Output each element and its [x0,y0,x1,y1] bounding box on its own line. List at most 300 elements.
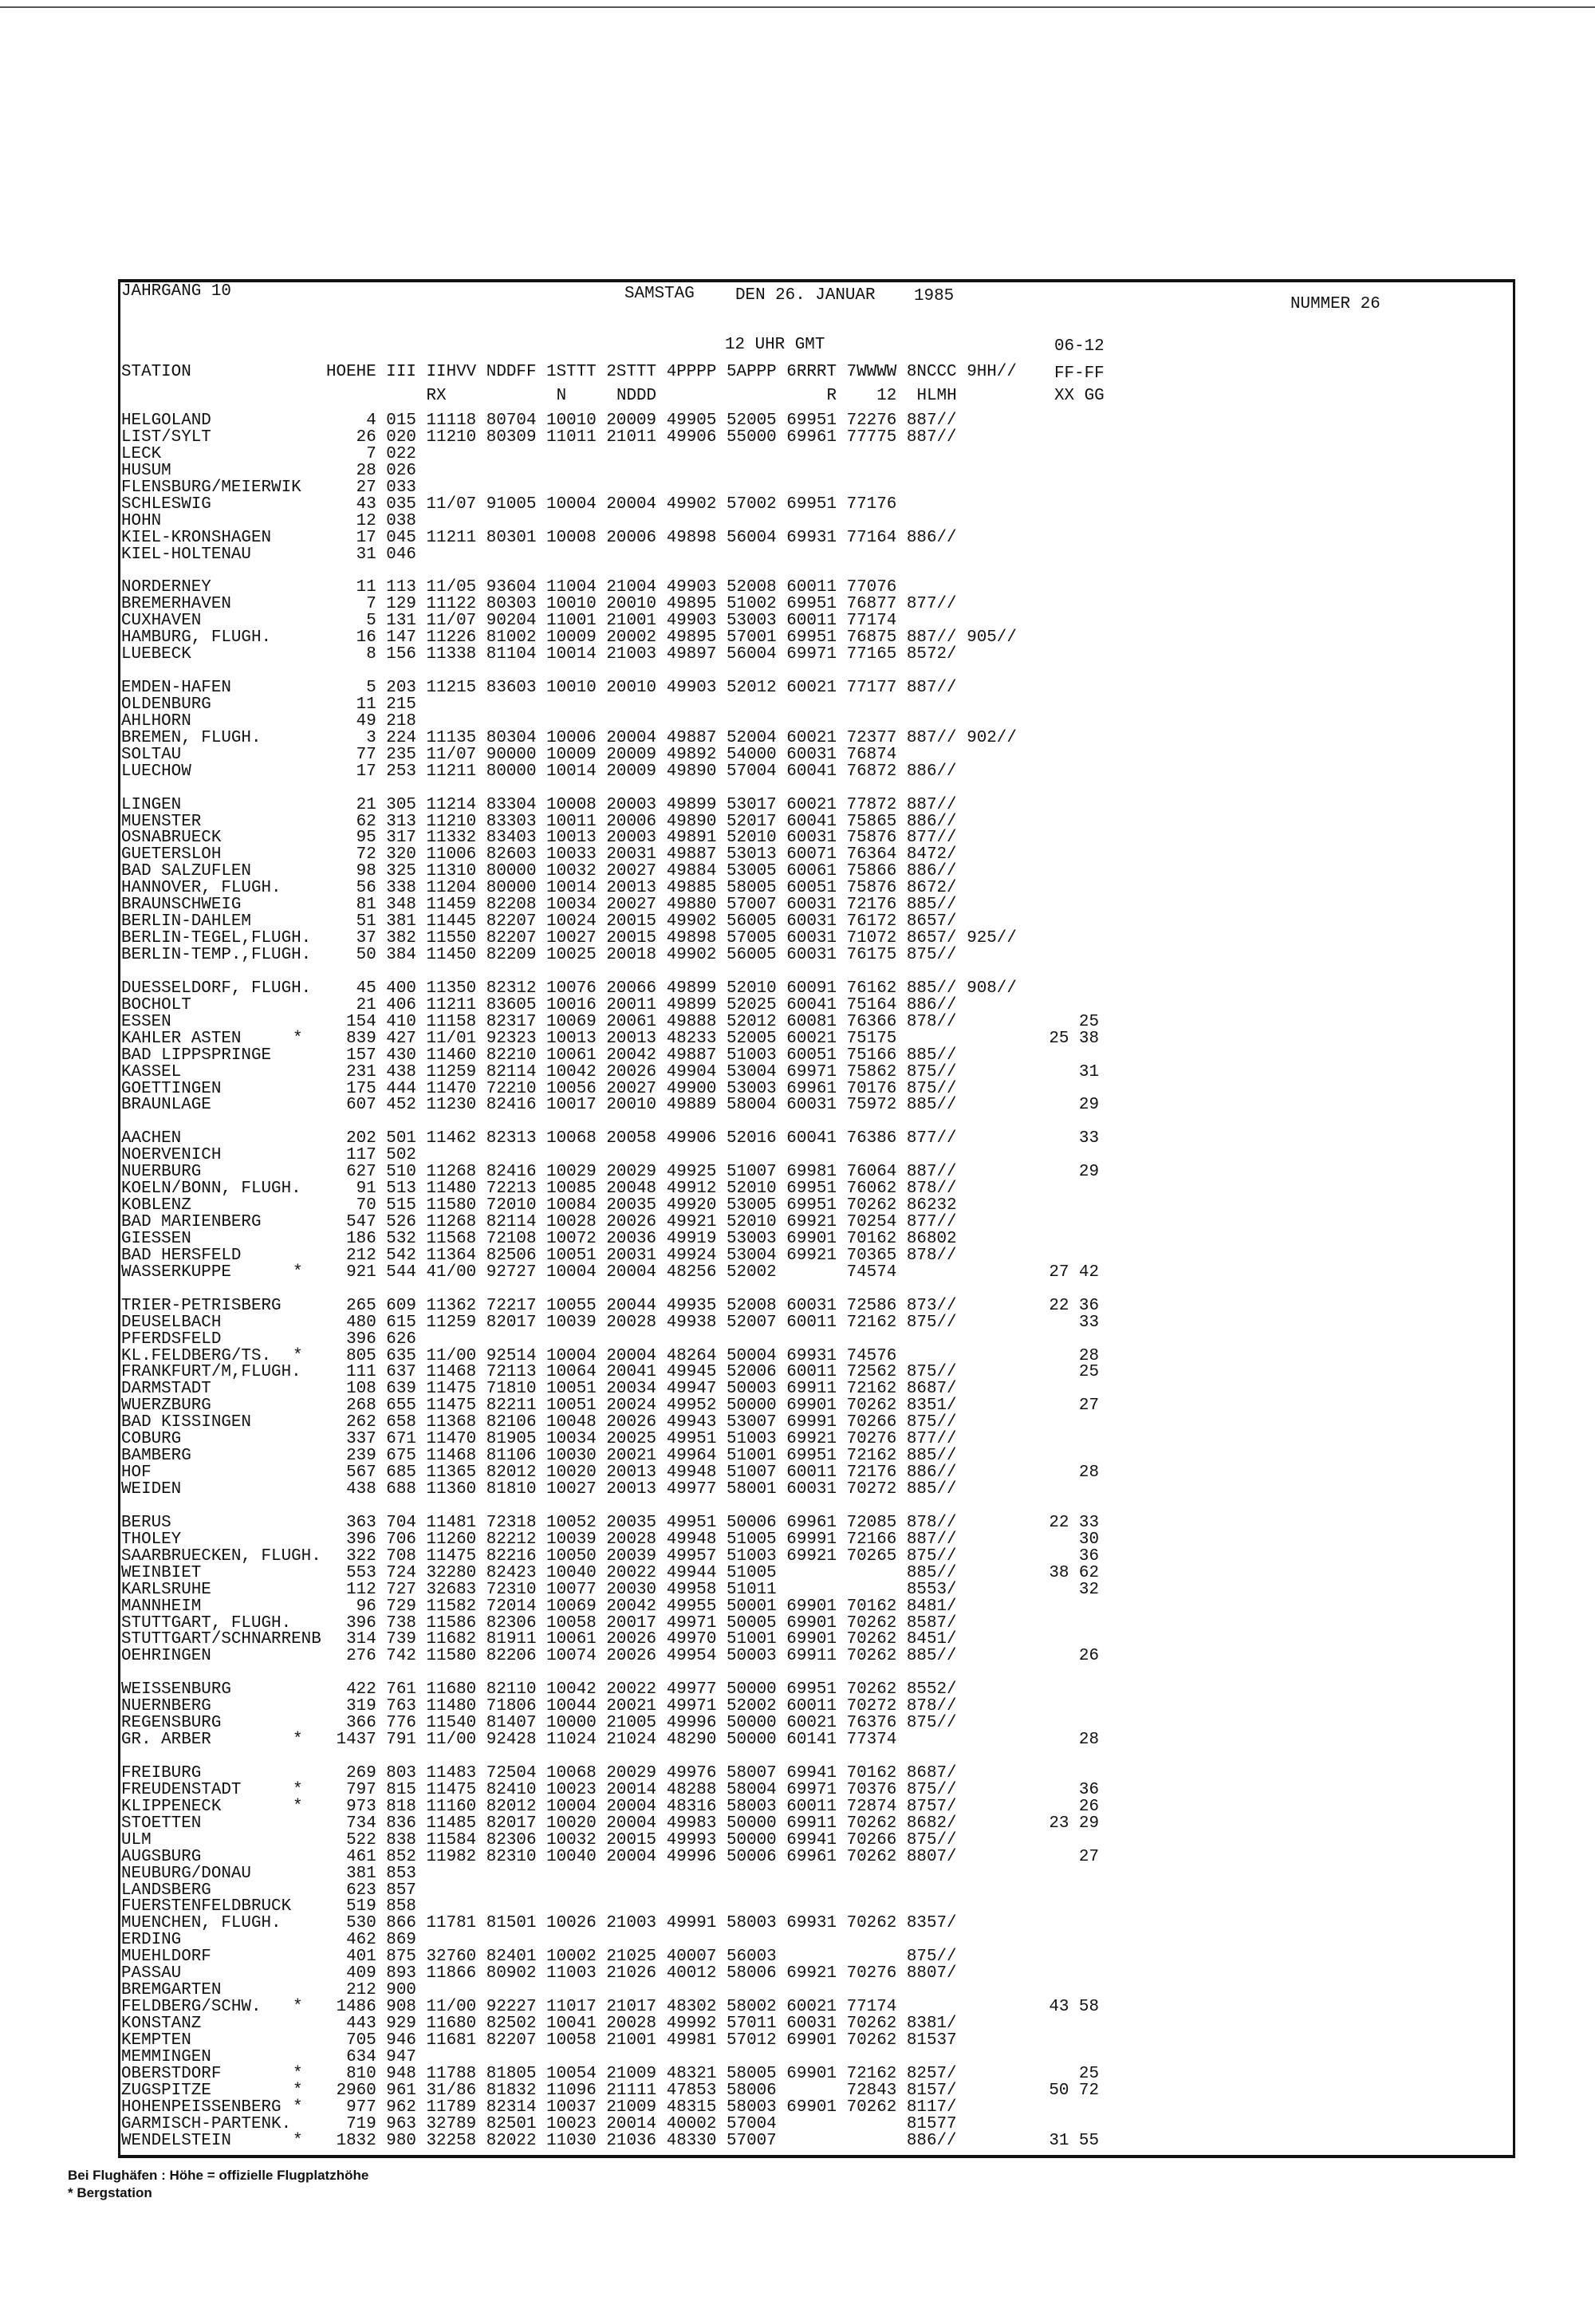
synop-group: 20006 [606,528,657,547]
synop-group: 60011 [786,1463,837,1483]
synop-group: 20004 [606,1814,657,1833]
synop-group: 69901 [786,1613,837,1633]
synop-group: 49898 [666,528,717,547]
station-number: 908 [386,1998,416,2017]
station-name: WEIDEN [121,1480,182,1499]
station-name: PFERDSFELD [121,1329,222,1349]
station-height: 607 [346,1096,376,1115]
station-height: 337 [346,1430,376,1449]
synop-group: 82317 [486,1012,537,1031]
synop-group: 10068 [546,1129,597,1148]
column-header: 2STTT [606,363,657,381]
station-name: KL.FELDBERG/TS. [121,1346,272,1365]
synop-group: 20021 [606,1447,657,1466]
synop-group: 20039 [606,1546,657,1566]
synop-group: 56003 [727,1948,777,1967]
synop-group: 11024 [546,1731,597,1750]
gust-value: 28 [1078,1346,1099,1365]
synop-group: 878// [906,1246,957,1265]
synop-group: 11259 [426,1313,477,1332]
synop-group: 48302 [666,1998,717,2017]
synop-group: 8687/ [906,1380,957,1399]
synop-group: 10032 [546,1830,597,1849]
synop-group: 50000 [727,1396,777,1416]
station-number: 671 [386,1430,416,1449]
synop-group: 8552/ [906,1680,957,1700]
station-number: 738 [386,1613,416,1633]
synop-group: 72310 [486,1580,537,1599]
station-number: 502 [386,1146,416,1165]
synop-group: 10058 [546,1613,597,1633]
scan-edge-line [0,6,1595,8]
synop-group: 10061 [546,1046,597,1065]
synop-group: 10051 [546,1396,597,1416]
station-name: STUTTGART/SCHNARRENB [121,1630,321,1649]
synop-group: 875// [906,1079,957,1098]
group-spacer [0,1282,1595,1298]
station-number: 675 [386,1447,416,1466]
synop-group: 8381/ [906,2015,957,2033]
synop-group: 92428 [486,1731,537,1750]
synop-group: 69901 [786,1597,837,1616]
station-number: 020 [386,427,416,447]
station-number: 026 [386,461,416,480]
gust-value: 27 42 [1049,1262,1099,1282]
synop-group: 49897 [666,645,717,664]
station-name: GR. ARBER [121,1731,211,1750]
synop-group: 76175 [846,946,897,964]
mountain-station-marker: * [293,2064,303,2083]
synop-group: 82603 [486,845,537,865]
table-row [0,2114,1595,2133]
table-row [0,795,1595,814]
synop-group: 11475 [426,1380,477,1399]
table-row [0,1062,1595,1081]
station-name: BREMGARTEN [121,1981,222,2000]
station-height: 117 [346,1146,376,1165]
synop-group: 11135 [426,728,477,747]
station-height: 322 [346,1546,376,1566]
station-height: 157 [346,1046,376,1065]
group-spacer [0,563,1595,580]
table-row [0,1365,1595,1381]
synop-group: 11210 [426,812,477,831]
synop-group: 60031 [786,1096,837,1115]
synop-group: 53003 [727,612,777,631]
synop-group: 49945 [666,1363,717,1382]
station-name: LUEBECK [121,645,191,664]
synop-group: 20015 [606,1830,657,1849]
table-row [0,1262,1595,1282]
synop-group: 77176 [846,494,897,514]
synop-group: 10032 [546,862,597,881]
synop-group: 58004 [727,1780,777,1799]
synop-group: 49996 [666,1847,717,1866]
synop-group: 52012 [727,679,777,697]
synop-group: 886// [906,812,957,831]
station-height: 231 [346,1062,376,1081]
station-height: 50 [356,946,376,964]
synop-group: 20009 [606,412,657,430]
synop-group: 69961 [786,1513,837,1532]
station-name: NUERBURG [121,1163,202,1182]
synop-group: 20021 [606,1697,657,1716]
station-height: 438 [346,1480,376,1499]
synop-group: 70365 [846,1246,897,1265]
synop-group: 20015 [606,929,657,948]
synop-group: 886// [906,862,957,881]
station-height: 2960 [336,2081,376,2100]
table-row [0,1181,1595,1198]
column-header: 8NCCC [906,363,957,381]
station-number: 893 [386,1964,416,1983]
synop-group: 11360 [426,1480,477,1499]
synop-group: 57005 [727,929,777,948]
station-name: HANNOVER, FLUGH. [121,879,282,898]
table-row [0,1398,1595,1415]
synop-group: 11450 [426,946,477,964]
synop-group: 20004 [606,728,657,747]
synop-group: 20042 [606,1046,657,1065]
synop-group: 878// [906,1012,957,1031]
synop-group: 49905 [666,412,717,430]
station-number: 400 [386,979,416,998]
table-row [0,747,1595,764]
synop-group: 52025 [727,995,777,1014]
footnote-mountain-station: * Bergstation [68,2185,152,2200]
synop-group: 11350 [426,979,477,998]
station-name: HAMBURG, FLUGH. [121,628,272,648]
synop-group: 40012 [666,1964,717,1983]
table-row [0,764,1595,781]
synop-group: 69901 [786,2064,837,2083]
synop-group: 20044 [606,1296,657,1315]
table-row [0,1763,1595,1782]
synop-group: 20029 [606,1163,657,1182]
synop-group: 875// [906,946,957,964]
synop-group: 52007 [727,1313,777,1332]
synop-group: 80304 [486,728,537,747]
station-number: 033 [386,478,416,497]
synop-group: 76376 [846,1714,897,1733]
synop-group: 49903 [666,612,717,631]
station-height: 530 [346,1914,376,1933]
synop-group: 57007 [727,2131,777,2150]
station-name: MEMMINGEN [121,2047,211,2066]
table-row [0,847,1595,864]
synop-group: 11215 [426,679,477,697]
synop-group: 10069 [546,1597,597,1616]
synop-group: 57011 [727,2015,777,2033]
synop-group: 11/01 [426,1029,477,1048]
group-spacer [0,964,1595,981]
synop-group: 83603 [486,679,537,697]
synop-group: 20027 [606,896,657,915]
mountain-station-marker: * [293,1029,303,1048]
synop-group: 51003 [727,1546,777,1566]
synop-group: 49971 [666,1697,717,1716]
group-spacer [0,1665,1595,1682]
station-name: KAHLER ASTEN [121,1029,242,1048]
station-number: 430 [386,1046,416,1065]
station-name: BOCHOLT [121,995,191,1014]
synop-group: 11259 [426,1062,477,1081]
synop-group: 82114 [486,1062,537,1081]
synop-group: 80704 [486,412,537,430]
station-name: EMDEN-HAFEN [121,679,231,697]
synop-group: 49884 [666,862,717,881]
table-row [0,1298,1595,1315]
synop-group: 69951 [786,1196,837,1215]
synop-group: 75862 [846,1062,897,1081]
table-row [0,480,1595,497]
synop-group: 69901 [786,1630,837,1649]
station-height: 12 [356,511,376,530]
synop-group: 80000 [486,862,537,881]
station-height: 522 [346,1830,376,1849]
table-row [0,630,1595,647]
synop-group: 10026 [546,1914,597,1933]
station-number: 869 [386,1931,416,1950]
synop-group: 885// [906,1046,957,1065]
synop-group: 52010 [727,1213,777,1231]
station-name: BAD SALZUFLEN [121,862,251,881]
table-row [0,2047,1595,2066]
synop-group: 32789 [426,2114,477,2133]
synop-group: 58002 [727,1998,777,2017]
synop-group: 48330 [666,2131,717,2150]
station-name: NORDERNEY [121,578,211,597]
synop-group: 10020 [546,1814,597,1833]
synop-group: 77165 [846,645,897,664]
synop-group: 10050 [546,1546,597,1566]
synop-group: 885// [906,896,957,915]
synop-group: 8357/ [906,1914,957,1933]
synop-group: 56005 [727,912,777,932]
synop-group: 10000 [546,1714,597,1733]
gust-value: 33 [1078,1313,1099,1332]
synop-group: 10061 [546,1630,597,1649]
gust-value: 33 [1078,1129,1099,1148]
table-row [0,1715,1595,1732]
synop-group: 10013 [546,1029,597,1048]
synop-group: 93604 [486,578,537,597]
station-height: 396 [346,1329,376,1349]
station-height: 112 [346,1580,376,1599]
station-number: 131 [386,612,416,631]
date: DEN 26. JANUAR [735,286,876,305]
synop-group: 10004 [546,1797,597,1816]
synop-group: 49954 [666,1647,717,1666]
synop-group: 53013 [727,845,777,865]
synop-group: 70262 [846,1196,897,1215]
synop-group: 10084 [546,1196,597,1215]
synop-group: 32683 [426,1580,477,1599]
station-number: 427 [386,1029,416,1048]
table-row [0,1381,1595,1398]
synop-group: 53004 [727,1062,777,1081]
synop-group: 887// [906,1163,957,1182]
synop-group: 60051 [786,879,837,898]
synop-group: 60031 [786,946,837,964]
synop-group: 48321 [666,2064,717,2083]
synop-group: 10013 [546,829,597,848]
table-row [0,897,1595,914]
synop-group: 10085 [546,1180,597,1199]
synop-group: 69961 [786,1079,837,1098]
station-number: 253 [386,762,416,781]
station-number: 791 [386,1731,416,1750]
synop-group: 69971 [786,1062,837,1081]
synop-group: 886// [906,528,957,547]
table-row [0,1432,1595,1448]
footnote-airports: Bei Flughäfen : Höhe = offizielle Flugplatzhöhe [68,2168,369,2183]
gust-value: 27 [1078,1847,1099,1866]
station-height: 396 [346,1613,376,1633]
synop-group: 10009 [546,628,597,648]
station-number: 948 [386,2064,416,2083]
synop-group: 83304 [486,795,537,814]
synop-group: 20036 [606,1229,657,1248]
synop-group: 77177 [846,679,897,697]
station-name: LANDSBERG [121,1881,211,1900]
synop-group: 48316 [666,1797,717,1816]
synop-group: 70262 [846,1630,897,1649]
table-row [0,947,1595,964]
synop-group: 70276 [846,1964,897,1983]
synop-group: 877// [906,595,957,614]
table-row [0,1632,1595,1648]
synop-group: 49902 [666,912,717,932]
synop-group: 20058 [606,1129,657,1148]
synop-group: 76386 [846,1129,897,1148]
table-row [0,2033,1595,2050]
synop-group: 885// [906,1647,957,1666]
synop-group: 70262 [846,2098,897,2117]
synop-group: 10027 [546,929,597,948]
station-height: 734 [346,1814,376,1833]
synop-group: 70262 [846,1814,897,1833]
synop-group: 20009 [606,745,657,764]
station-name: KIEL-KRONSHAGEN [121,528,272,547]
table-row [0,1916,1595,1932]
synop-group: 11475 [426,1546,477,1566]
synop-group: 20003 [606,829,657,848]
synop-group: 49919 [666,1229,717,1248]
mountain-station-marker: * [293,1346,303,1365]
synop-group: 887// [906,1530,957,1549]
synop-group: 10039 [546,1313,597,1332]
gust-value: 30 [1078,1530,1099,1549]
synop-group: 70272 [846,1697,897,1716]
table-row [0,1048,1595,1065]
synop-group: 76872 [846,762,897,781]
synop-group: 60031 [786,1480,837,1499]
synop-group: 49996 [666,1714,717,1733]
synop-group: 20013 [606,879,657,898]
column-subheader: N [556,387,567,405]
station-number: 742 [386,1647,416,1666]
synop-group: 21001 [606,612,657,631]
synop-group: 48315 [666,2098,717,2117]
synop-group: 58006 [727,2081,777,2100]
synop-group: 72276 [846,412,897,430]
synop-group: 20015 [606,912,657,932]
station-height: 269 [346,1763,376,1782]
synop-group: 20003 [606,795,657,814]
synop-group: 11268 [426,1213,477,1231]
station-name: MUEHLDORF [121,1948,211,1967]
synop-group: 49899 [666,979,717,998]
column-header: NDDFF [486,363,537,381]
synop-group: 69951 [786,494,837,514]
synop-group: 10072 [546,1229,597,1248]
station-height: 5 [366,612,376,631]
synop-group: 908// [967,979,1017,998]
synop-group: 82416 [486,1163,537,1182]
synop-group: 20004 [606,1847,657,1866]
station-number: 224 [386,728,416,747]
synop-group: 40007 [666,1948,717,1967]
synop-group: 11462 [426,1129,477,1148]
synop-group: 49904 [666,1062,717,1081]
synop-group: 60031 [786,745,837,764]
synop-group: 11470 [426,1430,477,1449]
synop-group: 886// [906,762,957,781]
synop-group: 8682/ [906,1814,957,1833]
synop-group: 50005 [727,1613,777,1633]
table-row [0,1682,1595,1699]
station-number: 035 [386,494,416,514]
synop-group: 76366 [846,1012,897,1031]
synop-group: 10029 [546,1163,597,1182]
synop-group: 69931 [786,528,837,547]
synop-group: 82017 [486,1814,537,1833]
synop-group: 70262 [846,1847,897,1866]
synop-group: 20004 [606,494,657,514]
synop-group: 20013 [606,1480,657,1499]
station-height: 443 [346,2015,376,2033]
synop-group: 887// [906,427,957,447]
synop-group: 69901 [786,2098,837,2117]
synop-group: 11268 [426,1163,477,1182]
synop-group: 10028 [546,1213,597,1231]
synop-group: 80309 [486,427,537,447]
synop-group: 21024 [606,1731,657,1750]
station-name: LECK [121,444,162,463]
synop-group: 49898 [666,929,717,948]
synop-group: 90204 [486,612,537,631]
synop-group: 70272 [846,1480,897,1499]
synop-group: 11586 [426,1613,477,1633]
table-row [0,697,1595,714]
synop-group: 81577 [906,2114,957,2133]
synop-group: 49912 [666,1180,717,1199]
synop-group: 11982 [426,1847,477,1866]
station-number: 532 [386,1229,416,1248]
synop-group: 82410 [486,1780,537,1799]
ff-column-header: FF-FF [1054,364,1105,383]
synop-group: 20028 [606,2015,657,2033]
station-height: 805 [346,1346,376,1365]
synop-group: 10074 [546,1647,597,1666]
synop-group: 52010 [727,829,777,848]
synop-group: 887// [906,679,957,697]
synop-group: 11204 [426,879,477,898]
station-name: FREIBURG [121,1763,202,1782]
station-name: FLENSBURG/MEIERWIK [121,478,301,497]
synop-group: 11789 [426,2098,477,2117]
